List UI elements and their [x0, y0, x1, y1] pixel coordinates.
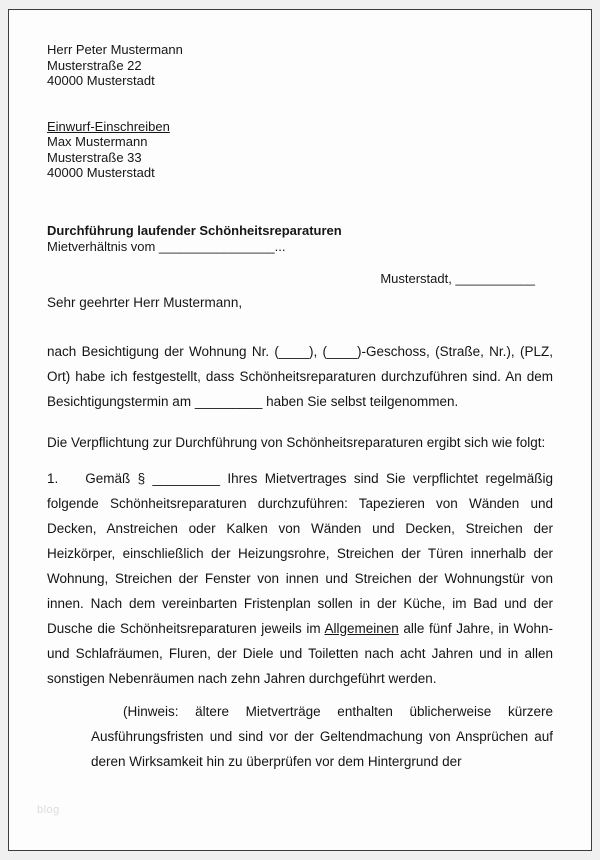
clause-1-number: 1.	[47, 470, 59, 486]
obligation-paragraph: Die Verpflichtung zur Durchführung von Schönheitsreparaturen ergibt sich wie folgt:	[47, 434, 546, 450]
blog-watermark: blog	[37, 804, 60, 816]
note-paragraph: (Hinweis: ältere Mietverträge enthalten üblicherweise kürzere Ausführungsfristen und sind vor der Geltendmachung von Ansprüchen auf deren Wirksamkeit hin zu überprüfen vor dem Hintergrund der	[91, 703, 553, 769]
recipient-city: 40000 Musterstadt	[47, 165, 155, 180]
recipient-name: Max Mustermann	[47, 134, 148, 149]
clause-1-text-after: alle fünf Jahre, in Wohn- und Schlafräumen, Fluren, der Diele und Toiletten nach acht Jahren und in allen sonstigen Nebenräumen nach zehn Jahren durchgeführt werden.	[47, 620, 553, 686]
subject-line: Durchführung laufender Schönheitsreparaturen	[47, 222, 342, 238]
sender-name: Herr Peter Mustermann	[47, 42, 183, 57]
clause-1-paragraph	[47, 466, 553, 691]
salutation-line: Sehr geehrter Herr Mustermann,	[47, 294, 243, 310]
sender-street: Musterstraße 22	[47, 57, 142, 73]
letter-page	[8, 9, 592, 851]
recipient-street: Musterstraße 33	[47, 149, 142, 165]
clause-1-underlined-term: Allgemeinen	[324, 620, 399, 636]
delivery-method-line: Einwurf-Einschreiben	[47, 118, 170, 134]
clause-1-text-before: Gemäß § _________ Ihres Mietvertrages sind Sie verpflichtet regelmäßig folgende Schönheitsreparaturen durchzuführen: Tapezieren von Wänden und Decken, Anstreichen oder Kalken von Wänden und Decken, Streichen der Heizkörper, einschließlich der Heizungsrohre, Streichen der Türen innerhalb der Wohnung, Streichen der Fenster von innen und Streichen der Wohnungstür von innen. Nach dem vereinbarten Fristenplan sollen in der Küche, im Bad und der Dusche die Schönheitsreparaturen jeweils im	[47, 470, 553, 636]
sender-city: 40000 Musterstadt	[47, 73, 155, 88]
recipient-address-block	[47, 119, 553, 181]
place-date-line: Musterstadt, ___________	[380, 270, 535, 286]
sender-address-block	[47, 42, 553, 89]
tenancy-date-line: Mietverhältnis vom ________________...	[47, 238, 286, 254]
subject-block	[47, 223, 553, 255]
intro-paragraph: nach Besichtigung der Wohnung Nr. (____), (____)-Geschoss, (Straße, Nr.), (PLZ, Ort) habe ich festgestellt, dass Schönheitsreparaturen durchzuführen sind. An dem Besichtigungstermin am _________ haben Sie selbst teilgenommen.	[47, 343, 553, 409]
